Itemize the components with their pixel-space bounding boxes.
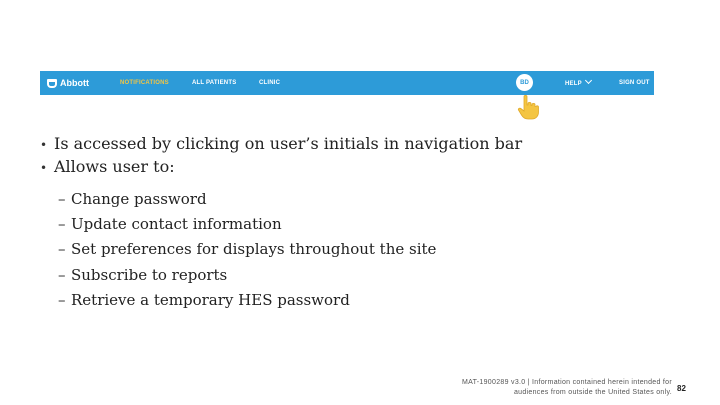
dash-marker: – bbox=[58, 290, 66, 309]
bullet-text: Allows user to: bbox=[54, 157, 175, 176]
list-item bbox=[58, 263, 680, 288]
list-item-text: Change password bbox=[71, 190, 207, 208]
bullet-marker: • bbox=[40, 138, 48, 152]
bullet-item bbox=[40, 133, 680, 156]
disclaimer-line: MAT-1900289 v3.0 | Information contained herein intended for bbox=[462, 379, 672, 386]
help-label: HELP bbox=[565, 80, 582, 87]
pointing-hand-cursor-icon bbox=[517, 94, 539, 120]
nav-all-patients[interactable]: ALL PATIENTS bbox=[192, 80, 237, 86]
feature-description bbox=[40, 133, 680, 313]
list-item-text: Set preferences for displays throughout the site bbox=[71, 240, 437, 259]
footer-disclaimer bbox=[442, 378, 672, 398]
list-item-text: Update contact information bbox=[71, 215, 282, 234]
user-initials-avatar[interactable] bbox=[516, 74, 533, 91]
bullet-text: Is accessed by clicking on user’s initials in navigation bar bbox=[54, 134, 523, 153]
list-item bbox=[58, 187, 680, 212]
dash-marker: – bbox=[58, 240, 66, 259]
chevron-down-icon bbox=[585, 76, 592, 83]
dash-marker: – bbox=[58, 215, 66, 234]
bullet-marker: • bbox=[40, 161, 48, 175]
nav-sign-out[interactable]: SIGN OUT bbox=[619, 80, 650, 86]
app-navigation-bar bbox=[40, 71, 654, 95]
list-item-text: Retrieve a temporary HES password bbox=[71, 290, 350, 309]
capability-list bbox=[58, 187, 680, 313]
page-number: 82 bbox=[677, 384, 686, 393]
list-item bbox=[58, 237, 680, 262]
nav-help-menu[interactable] bbox=[565, 80, 591, 87]
list-item bbox=[58, 288, 680, 313]
list-item bbox=[58, 212, 680, 237]
disclaimer-line: audiences from outside the United States only. bbox=[513, 389, 672, 396]
brand-name: Abbott bbox=[60, 78, 89, 88]
brand-logo[interactable] bbox=[47, 78, 117, 88]
nav-notifications[interactable]: NOTIFICATIONS bbox=[120, 80, 169, 86]
avatar-initials: BD bbox=[520, 79, 529, 86]
dash-marker: – bbox=[58, 265, 66, 284]
list-item-text: Subscribe to reports bbox=[71, 265, 228, 284]
dash-marker: – bbox=[58, 190, 66, 208]
nav-clinic[interactable]: CLINIC bbox=[259, 80, 281, 86]
bullet-item bbox=[40, 156, 680, 179]
abbott-logo-icon bbox=[47, 79, 57, 88]
